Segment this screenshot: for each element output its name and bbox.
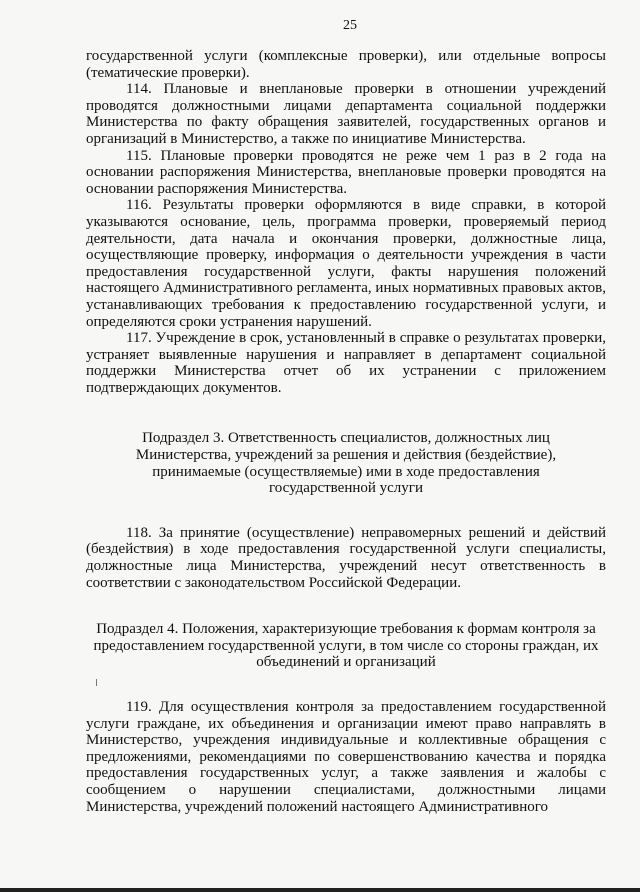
paragraph-117: 117. Учреждение в срок, установленный в справке о результатах проверки, устраняет выявленные нарушения и направляет в департамент социальной поддержки Министерства отчет об их устранении с приложением подтверждающих документов. [86, 330, 606, 396]
scan-mark [96, 679, 97, 686]
paragraph-115: 115. Плановые проверки проводятся не реже чем 1 раз в 2 года на основании распоряжения Министерства, внеплановые проверки проводятся на основании распоряжения Министерства. [86, 147, 606, 197]
subsection-4-heading: Подраздел 4. Положения, характеризующие требования к формам контроля за предоставлением государственной услуги, в том числе со стороны граждан, их объединений и организаций [93, 621, 599, 671]
paragraph-116: 116. Результаты проверки оформляются в виде справки, в которой указываются основание, цель, программа проверки, проверяемый период деятельности, дата начала и окончания проверки, должностные лица, осуществляющие проверку, информация о деятельности учреждения в части предоставления государственной услуги, факты нарушения положений настоящего Административного регламента, иных нормативных правовых актов, устанавливающих требования к предоставлению государственной услуги, и определяются сроки устранения нарушений. [86, 197, 606, 330]
paragraph-118: 118. За принятие (осуществление) неправомерных решений и действий (бездействия) в ходе предоставления государственной услуги специалисты, должностные лица Министерства, учреждений несут ответственность в соответствии с законодательством Российской Федерации. [86, 524, 606, 591]
subsection-3-heading: Подраздел 3. Ответственность специалистов, должностных лиц Министерства, учреждений за решения и действия (бездействие), принимаемые (осуществляемые) ими в ходе предоставления государственной услуги [135, 430, 557, 497]
page-number: 25 [343, 18, 357, 33]
scan-bottom-edge [0, 888, 640, 892]
paragraph-intro: государственной услуги (комплексные проверки), или отдельные вопросы (тематические проверки). [86, 48, 606, 81]
paragraph-119: 119. Для осуществления контроля за предоставлением государственной услуги граждане, их объединения и организации имеют право направлять в Министерство, учреждения индивидуальные и коллективные обращения с предложениями, рекомендациями по совершенствованию качества и порядка предоставления государственных услуг, а также заявления и жалобы с сообщением о нарушении специалистами, должностными лицами Министерства, учреждений положений настоящего Административного [86, 699, 606, 815]
paragraph-114: 114. Плановые и внеплановые проверки в отношении учреждений проводятся должностными лицами департамента социальной поддержки Министерства по факту обращения заявителей, государственных органов и организаций в Министерство, а также по инициативе Министерства. [86, 81, 606, 147]
